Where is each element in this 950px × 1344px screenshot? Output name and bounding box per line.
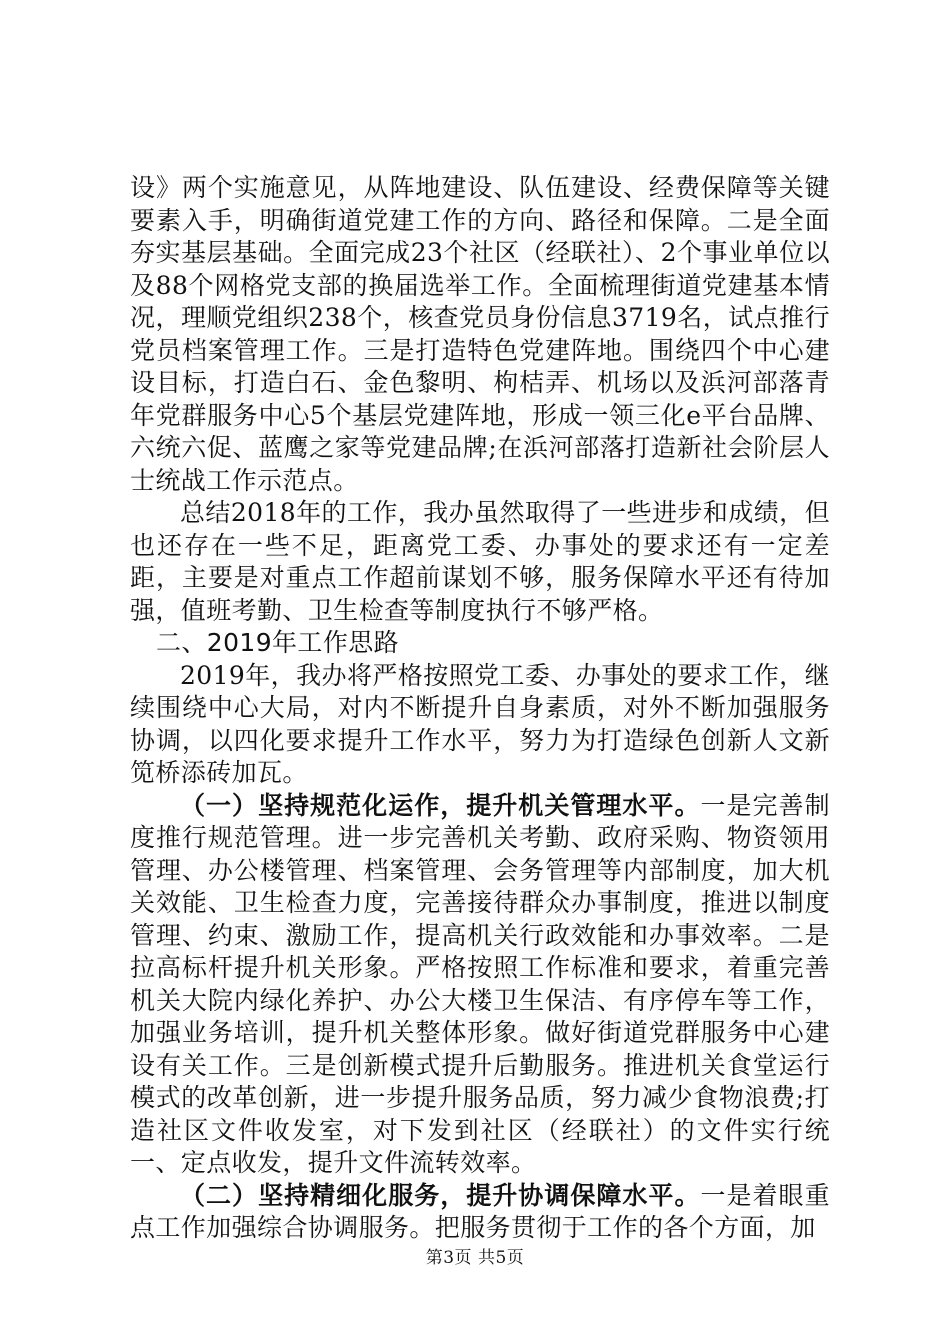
subsection-body-1: 一是完善制度推行规范管理。进一步完善机关考勤、政府采购、物资领用管理、办公楼管理、档案管理、会务管理等内部制度，加大机关效能、卫生检查力度，完善接待群众办事制度，推进以制度管理、约束、激励工作，提高机关行政效能和办事效率。二是拉高标杆提升机关形象。严格按照工作标准和要求，着重完善机关大院内绿化养护、办公大楼卫生保洁、有序停车等工作，加强业务培训，提升机关整体形象。做好街道党群服务中心建设有关工作。三是创新模式提升后勤服务。推进机关食堂运行模式的改革创新，进一步提升服务品质，努力减少食物浪费;打造社区文件收发室，对下发到社区（经联社）的文件实行统一、定点收发，提升文件流转效率。 [130,790,830,1177]
body-paragraph: 设》两个实施意见，从阵地建设、队伍建设、经费保障等关键要素入手，明确街道党建工作的方向、路径和保障。二是全面夯实基层基础。全面完成23个社区（经联社）、2个事业单位以及88个网格党支部的换届选举工作。全面梳理街道党建基本情况，理顺党组织238个，核查党员身份信息3719名，试点推行党员档案管理工作。三是打造特色党建阵地。围绕四个中心建设目标，打造白石、金色黎明、枸桔弄、机场以及浜河部落青年党群服务中心5个基层党建阵地，形成一领三化e平台品牌、六统六促、蓝鹰之家等党建品牌;在浜河部落打造新社会阶层人士统战工作示范点。 [130,173,830,495]
subsection-body-2: 一是着眼重点工作加强综合协调服务。把服务贯彻于工作的各个方面，加 [130,1180,830,1242]
page-number-footer: 第3页 共5页 [425,1248,525,1268]
subsection-heading-2: （二）坚持精细化服务，提升协调保障水平。 [180,1180,701,1210]
summary-paragraph: 总结2018年的工作，我办虽然取得了一些进步和成绩，但也还存在一些不足，距离党工委、办事处的要求还有一定差距，主要是对重点工作超前谋划不够，服务保障水平还有待加强，值班考勤、卫生检查等制度执行不够严格。 [130,498,830,625]
document-body [130,172,830,1245]
intro-paragraph: 2019年，我办将严格按照党工委、办事处的要求工作，继续围绕中心大局，对内不断提升自身素质，对外不断加强服务协调，以四化要求提升工作水平，努力为打造绿色创新人文新笕桥添砖加瓦。 [130,660,830,787]
subsection-paragraph-1 [130,790,830,1180]
section-heading: 二、2019年工作思路 [156,628,400,657]
subsection-paragraph-2 [130,1180,830,1245]
subsection-heading-1: （一）坚持规范化运作，提升机关管理水平。 [180,790,701,820]
